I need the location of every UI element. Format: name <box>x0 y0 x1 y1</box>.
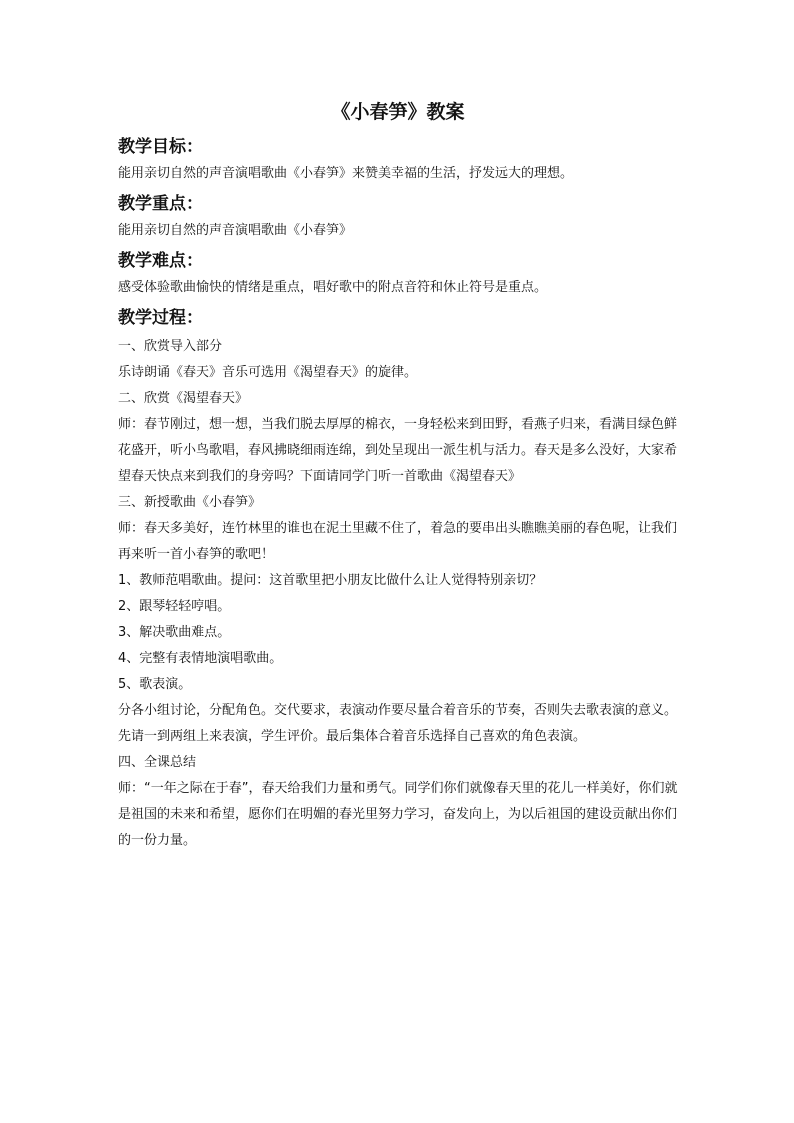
step-item-2: 2、跟琴轻轻哼唱。 <box>118 599 231 614</box>
key-point-text: 能用亲切自然的声音演唱歌曲《小春笋》 <box>118 223 353 238</box>
part3-text: 师：春天多美好，连竹林里的谁也在泥土里藏不住了，着急的要串出头瞧瞧美丽的春色呢，让我们再来听一首小春笋的歌吧！ <box>118 521 678 562</box>
step5-text: 分各小组讨论，分配角色。交代要求，表演动作要尽量合着音乐的节奏，否则失去歌表演的意义。先请一到两组上来表演，学生评价。最后集体合着音乐选择自己喜欢的角色表演。 <box>118 703 678 744</box>
step-item-4: 4、完整有表情地演唱歌曲。 <box>118 651 283 666</box>
key-point-heading: 教学重点： <box>118 194 203 214</box>
step-item-5: 5、歌表演。 <box>118 677 192 692</box>
part4-title: 四、全课总结 <box>118 755 197 770</box>
part3-title: 三、新授歌曲《小春笋》 <box>118 495 262 510</box>
goal-heading: 教学目标： <box>118 137 203 157</box>
difficulty-heading: 教学难点： <box>118 251 203 271</box>
process-heading: 教学过程： <box>118 308 203 328</box>
part2-text: 师：春节刚过，想一想，当我们脱去厚厚的棉衣，一身轻松来到田野，看燕子归来，看满目绿色鲜花盛开，听小鸟歌唱，春风拂晓细雨连绵，到处呈现出一派生机与活力。春天是多么没好，大家希望春天快点来到我们的身旁吗？下面请同学门听一首歌曲《渴望春天》 <box>118 417 678 484</box>
part4-text: 师：“一年之际在于春”，春天给我们力量和勇气。同学们你们就像春天里的花儿一样美好，你们就是祖国的未来和希望，愿你们在明媚的春光里努力学习，奋发向上，为以后祖国的建设贡献出你们的一份力量。 <box>118 781 678 848</box>
part1-title: 一、欣赏导入部分 <box>118 339 223 354</box>
difficulty-text: 感受体验歌曲愉快的情绪是重点，唱好歌中的附点音符和休止符号是重点。 <box>118 280 548 295</box>
step-item-3: 3、解决歌曲难点。 <box>118 625 231 640</box>
document-page <box>118 96 678 854</box>
step-item-1: 1、教师范唱歌曲。提问：这首歌里把小朋友比做什么让人觉得特别亲切？ <box>118 573 543 588</box>
document-title: 《小春笋》教案 <box>331 101 465 123</box>
goal-text: 能用亲切自然的声音演唱歌曲《小春笋》来赞美幸福的生活，抒发远大的理想。 <box>118 166 574 181</box>
part1-text: 乐诗朗诵《春天》音乐可选用《渴望春天》的旋律。 <box>118 365 418 380</box>
part2-title: 二、欣赏《渴望春天》 <box>118 391 249 406</box>
